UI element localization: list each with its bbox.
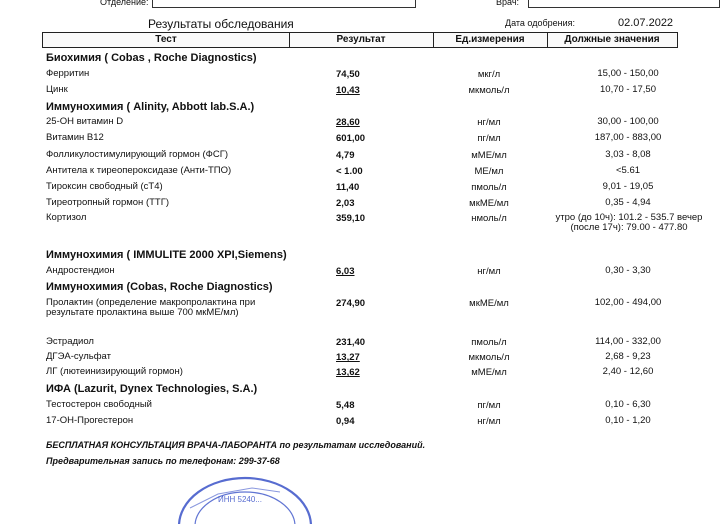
test-name: Эстрадиол	[46, 336, 94, 347]
ref-value: <5.61	[615, 165, 641, 176]
stamp-text: ИНН 5240...	[218, 495, 262, 504]
result-value: 4,79	[336, 150, 355, 161]
ref-value: 102,00 - 494,00	[594, 297, 662, 308]
result-value: 231,40	[336, 337, 366, 348]
unit-value: мкМЕ/мл	[469, 298, 509, 309]
test-name: Тестостерон свободный	[46, 399, 152, 410]
unit-value: пг/мл	[477, 400, 501, 411]
footer-consultation: БЕСПЛАТНАЯ КОНСУЛЬТАЦИЯ ВРАЧА-ЛАБОРАНТА по результатам исследований.	[46, 440, 426, 450]
result-value: < 1.00	[336, 166, 363, 177]
test-name: Ферритин	[46, 68, 90, 79]
test-name: Фолликулостимулирующий гормон (ФСГ)	[46, 149, 229, 160]
result-value: 2,03	[336, 198, 355, 209]
ref-value: 0,10 - 6,30	[605, 399, 651, 410]
test-name: Тироксин свободный (сТ4)	[46, 181, 163, 192]
result-value: 359,10	[336, 213, 366, 224]
ref-value: 10,70 - 17,50	[600, 84, 656, 95]
ref-value: 2,40 - 12,60	[602, 366, 654, 377]
ref-value: 187,00 - 883,00	[594, 132, 662, 143]
page-title: Результаты обследования	[148, 17, 294, 31]
section-cobas: Иммунохимия (Cobas, Roche Diagnostics)	[46, 281, 273, 293]
doctor-label: Врач:	[496, 0, 520, 7]
col-ref: Должные значения	[564, 34, 660, 45]
col-unit: Ед.измерения	[455, 34, 525, 45]
ref-value: 0,35 - 4,94	[605, 197, 651, 208]
result-value: 28,60	[336, 117, 360, 128]
unit-value: мкг/л	[477, 69, 501, 80]
unit-value: нмоль/л	[471, 213, 507, 224]
ref-value: 114,00 - 332,00	[595, 336, 661, 347]
test-name: 25-ОН витамин D	[46, 116, 124, 127]
department-field	[152, 0, 416, 8]
result-value: 10,43	[336, 85, 360, 96]
department-label: Отделение:	[100, 0, 149, 7]
test-name: Андростендион	[46, 265, 115, 276]
ref-value: 30,00 - 100,00	[597, 116, 659, 127]
footer-phone: Предварительная запись по телефонам: 299-37-68	[46, 456, 280, 466]
test-name: Витамин В12	[46, 132, 104, 143]
test-name: Кортизол	[46, 212, 87, 223]
result-value: 0,94	[336, 416, 355, 427]
section-ifa: ИФА (Lazurit, Dynex Technologies, S.A.)	[46, 383, 258, 395]
ref-value: 15,00 - 150,00	[597, 68, 659, 79]
result-value: 13,62	[336, 367, 360, 378]
unit-value: мМЕ/мл	[471, 367, 507, 378]
test-name: Цинк	[46, 84, 68, 95]
unit-value: МЕ/мл	[474, 166, 504, 177]
stamp-seal	[160, 464, 330, 524]
result-value: 74,50	[336, 69, 360, 80]
unit-value: мМЕ/мл	[471, 150, 507, 161]
unit-value: нг/мл	[477, 266, 501, 277]
test-name: Пролактин (определение макропролактина при результате пролактина выше 700 мкМЕ/мл)	[46, 297, 256, 318]
approval-date-label: Дата одобрения:	[505, 18, 576, 28]
section-alinity: Иммунохимия ( Alinity, Abbott lab.S.A.)	[46, 101, 255, 113]
unit-value: пмоль/л	[471, 337, 507, 348]
result-value: 274,90	[336, 298, 366, 309]
unit-value: мкмоль/л	[468, 85, 510, 96]
unit-value: нг/мл	[477, 416, 501, 427]
unit-value: мкМЕ/мл	[469, 198, 509, 209]
ref-value: 0,10 - 1,20	[605, 415, 651, 426]
unit-value: мкмоль/л	[468, 352, 510, 363]
unit-value: пмоль/л	[471, 182, 507, 193]
unit-value: нг/мл	[477, 117, 501, 128]
section-immulite: Иммунохимия ( IMMULITE 2000 XPI,Siemens)	[46, 249, 287, 261]
doctor-field	[528, 0, 720, 8]
test-name: Тиреотропный гормон (ТТГ)	[46, 197, 170, 208]
test-name: Антитела к тиреопероксидазе (Анти-ТПО)	[46, 165, 232, 176]
ref-value: 9,01 - 19,05	[602, 181, 654, 192]
result-value: 11,40	[336, 182, 360, 193]
result-value: 5,48	[336, 400, 355, 411]
unit-value: пг/мл	[477, 133, 501, 144]
test-name: ДГЭА-сульфат	[46, 351, 111, 362]
ref-value: 2,68 - 9,23	[605, 351, 651, 362]
ref-value: утро (до 10ч): 101.2 - 535.7 вечер (после 17ч): 79.00 - 477.80	[555, 212, 703, 233]
section-biochem: Биохимия ( Cobas , Roche Diagnostics)	[46, 52, 257, 64]
test-name: 17-ОН-Прогестерон	[46, 415, 134, 426]
col-test: Тест	[155, 34, 177, 45]
test-name: ЛГ (лютеинизирующий гормон)	[46, 366, 183, 377]
result-value: 601,00	[336, 133, 366, 144]
result-value: 6,03	[336, 266, 355, 277]
approval-date: 02.07.2022	[618, 17, 674, 29]
ref-value: 0,30 - 3,30	[605, 265, 651, 276]
result-value: 13,27	[336, 352, 360, 363]
table-header	[42, 32, 678, 48]
ref-value: 3,03 - 8,08	[605, 149, 651, 160]
col-result: Результат	[336, 34, 386, 45]
